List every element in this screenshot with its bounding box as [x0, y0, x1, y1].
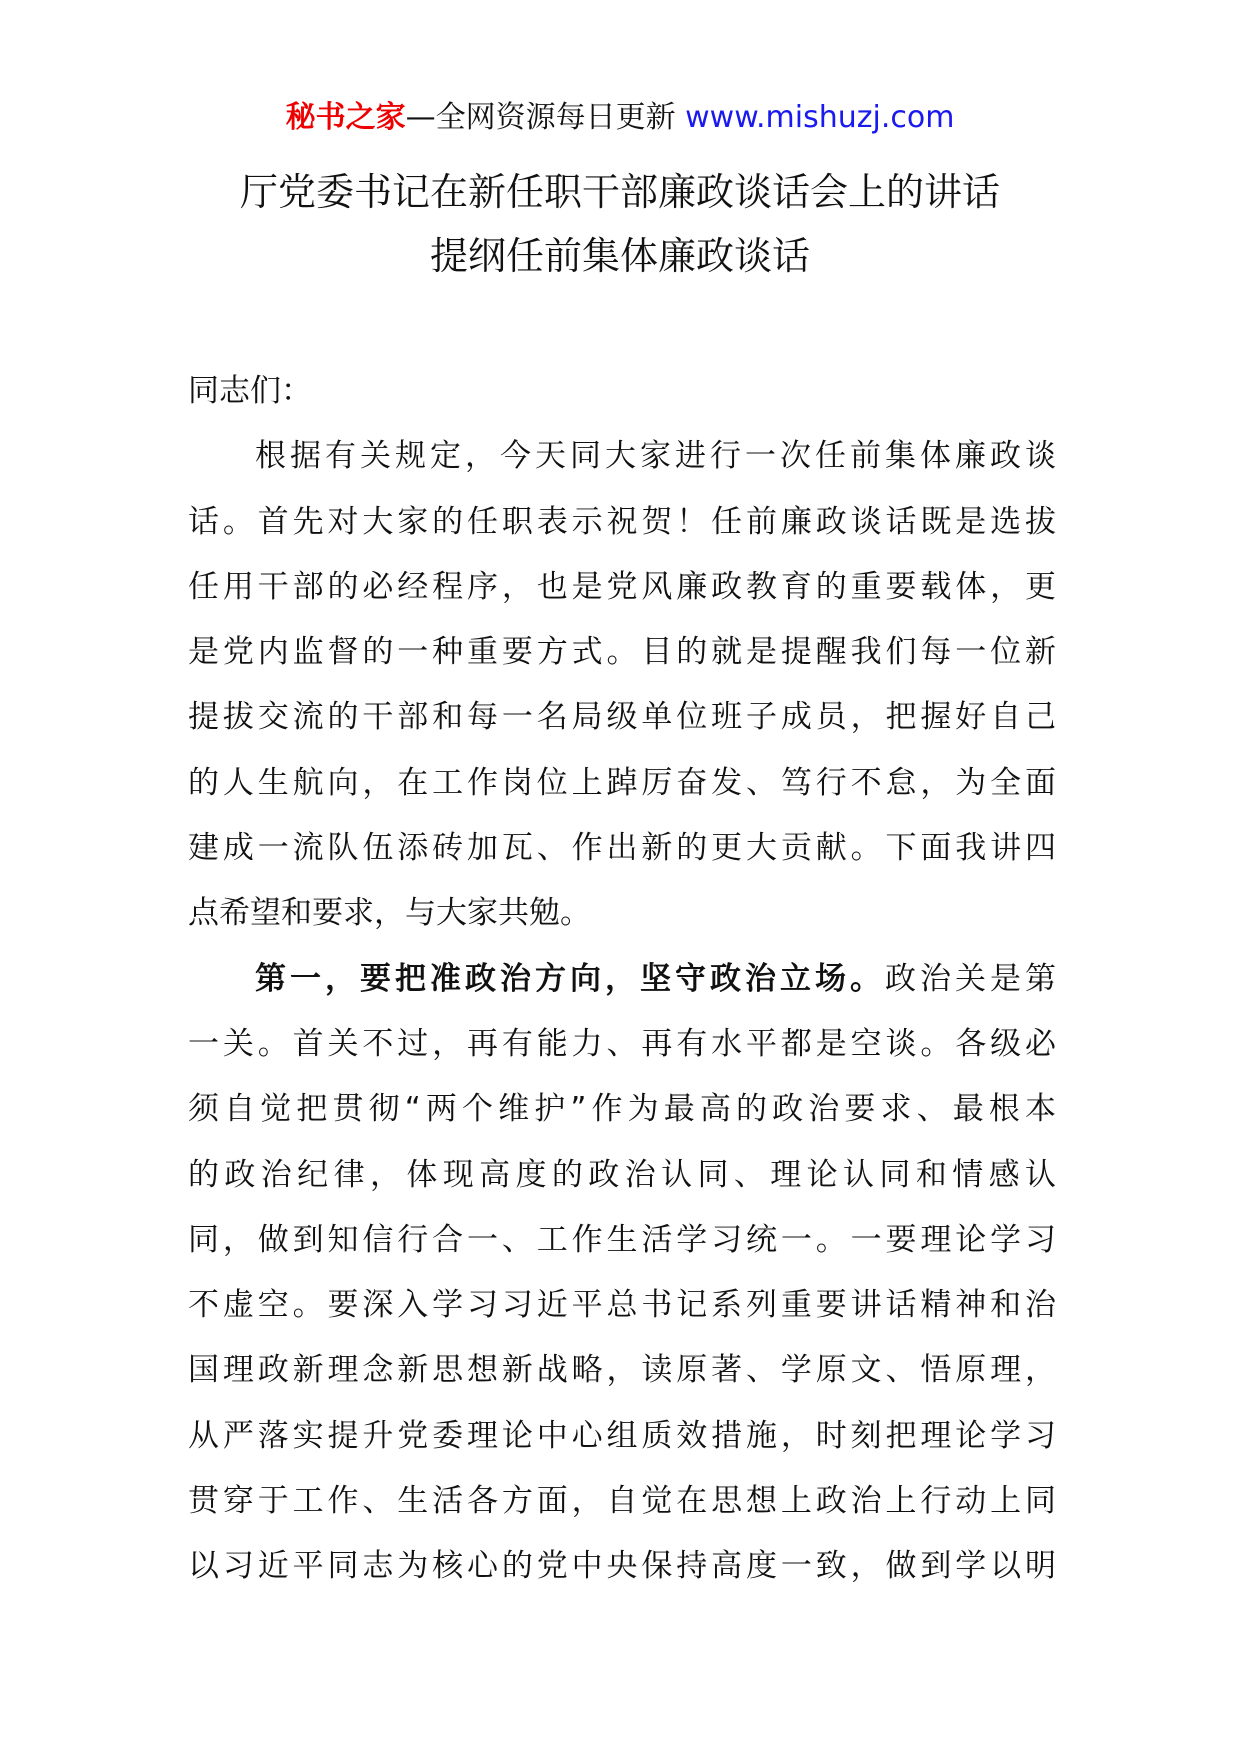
document-title: 厅党委书记在新任职干部廉政谈话会上的讲话: [239, 170, 1000, 214]
site-tagline: —全网资源每日更新: [405, 100, 676, 135]
site-url-link[interactable]: www.mishuzj.com: [685, 100, 955, 135]
paragraph-line: 的政治纪律，体现高度的政治认同、理论认同和情感认: [188, 1156, 1056, 1193]
document-subtitle: 提纲任前集体廉政谈话: [429, 234, 810, 278]
paragraph-line: 不虚空。要深入学习习近平总书记系列重要讲话精神和治: [188, 1287, 1056, 1324]
paragraph-line: 同，做到知信行合一、工作生活学习统一。一要理论学习: [188, 1221, 1056, 1258]
paragraph-line: 点希望和要求，与大家共勉。: [188, 895, 591, 932]
paragraph-line: 任用干部的必经程序，也是党风廉政教育的重要载体，更: [188, 568, 1056, 605]
paragraph-line: 提拔交流的干部和每一名局级单位班子成员，把握好自己: [188, 699, 1056, 736]
paragraph-text: 政治关是第: [885, 960, 1056, 997]
section-heading-first: 第一，要把准政治方向，坚守政治立场。: [255, 960, 885, 997]
paragraph-1: [188, 424, 1056, 946]
salutation: 同志们：: [188, 373, 312, 409]
paragraph-line: 从严落实提升党委理论中心组质效措施，时刻把理论学习: [188, 1417, 1056, 1454]
site-header: [0, 98, 1240, 138]
paragraph-line: 一关。首关不过，再有能力、再有水平都是空谈。各级必: [188, 1025, 1056, 1062]
paragraph-line: 贯穿于工作、生活各方面，自觉在思想上政治上行动上同: [188, 1483, 1056, 1520]
paragraph-line: 国理政新理念新思想新战略，读原著、学原文、悟原理，: [188, 1352, 1056, 1389]
document-body: [188, 359, 1056, 1600]
paragraph-line: 根据有关规定，今天同大家进行一次任前集体廉政谈: [255, 438, 1056, 475]
paragraph-line: 话。首先对大家的任职表示祝贺！任前廉政谈话既是选拔: [188, 503, 1056, 540]
paragraph-line: 以习近平同志为核心的党中央保持高度一致，做到学以明: [188, 1548, 1056, 1585]
paragraph-line: 的人生航向，在工作岗位上踔厉奋发、笃行不怠，为全面: [188, 764, 1056, 801]
paragraph-line: 须自觉把贯彻“两个维护”作为最高的政治要求、最根本: [188, 1091, 1056, 1128]
paragraph-2: [188, 947, 1056, 1600]
paragraph-line: [188, 947, 1056, 1012]
site-brand: 秘书之家: [285, 100, 406, 135]
paragraph-line: 建成一流队伍添砖加瓦、作出新的更大贡献。下面我讲四: [188, 830, 1056, 867]
paragraph-line: 是党内监督的一种重要方式。目的就是提醒我们每一位新: [188, 634, 1056, 671]
